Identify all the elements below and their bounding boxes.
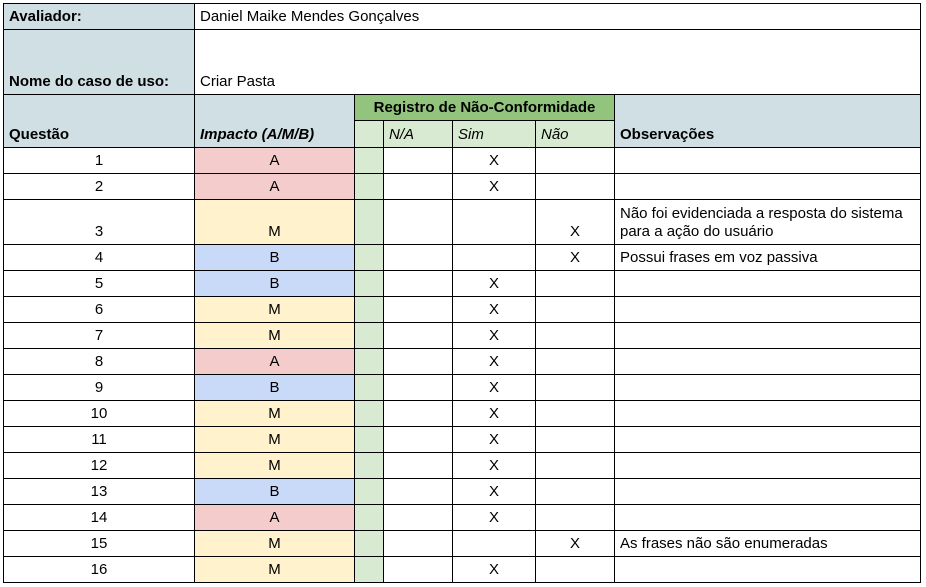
sim-cell[interactable]: X [453,375,536,401]
blank-cell[interactable] [355,557,384,583]
sim-cell[interactable]: X [453,148,536,174]
question-cell[interactable]: 7 [4,323,195,349]
na-cell[interactable] [384,148,453,174]
nao-cell[interactable] [536,174,615,200]
question-cell[interactable]: 12 [4,453,195,479]
sim-cell[interactable]: X [453,323,536,349]
impact-cell[interactable]: M [195,557,355,583]
header-row-1 [4,95,921,121]
table-row [4,245,921,271]
table-row [4,505,921,531]
table-row [4,200,921,245]
sim-cell[interactable]: X [453,557,536,583]
blank-header[interactable] [355,121,384,148]
nao-cell[interactable]: X [536,245,615,271]
na-cell[interactable] [384,531,453,557]
impact-cell[interactable]: A [195,505,355,531]
sim-cell[interactable] [453,245,536,271]
impact-cell[interactable]: A [195,174,355,200]
na-cell[interactable] [384,174,453,200]
question-cell[interactable]: 5 [4,271,195,297]
blank-cell[interactable] [355,505,384,531]
question-cell[interactable]: 8 [4,349,195,375]
question-header[interactable]: Questão [4,95,195,148]
impact-cell[interactable]: A [195,349,355,375]
impact-header[interactable]: Impacto (A/M/B) [195,95,355,148]
na-cell[interactable] [384,427,453,453]
nao-cell[interactable]: X [536,200,615,245]
blank-cell[interactable] [355,271,384,297]
table-row [4,323,921,349]
evaluator-value[interactable]: Daniel Maike Mendes Gonçalves [195,4,921,30]
nao-cell[interactable] [536,271,615,297]
na-cell[interactable] [384,271,453,297]
table-row [4,349,921,375]
question-cell[interactable]: 15 [4,531,195,557]
na-cell[interactable] [384,479,453,505]
table-row [4,557,921,583]
table-row [4,148,921,174]
na-cell[interactable] [384,375,453,401]
sim-cell[interactable]: X [453,297,536,323]
sim-cell[interactable] [453,531,536,557]
nao-cell[interactable] [536,297,615,323]
nao-cell[interactable]: X [536,531,615,557]
question-cell[interactable]: 10 [4,401,195,427]
question-cell[interactable]: 13 [4,479,195,505]
nao-cell[interactable] [536,349,615,375]
evaluator-row [4,4,921,30]
impact-cell[interactable]: B [195,375,355,401]
question-cell[interactable]: 6 [4,297,195,323]
table-row [4,427,921,453]
question-cell[interactable]: 14 [4,505,195,531]
impact-cell[interactable]: M [195,531,355,557]
blank-cell[interactable] [355,174,384,200]
impact-cell[interactable]: A [195,148,355,174]
blank-cell[interactable] [355,375,384,401]
impact-cell[interactable]: M [195,200,355,245]
blank-cell[interactable] [355,531,384,557]
sim-cell[interactable]: X [453,401,536,427]
observation-cell[interactable] [615,479,921,505]
observation-cell[interactable] [615,401,921,427]
use-case-value[interactable]: Criar Pasta [195,30,921,95]
observation-cell[interactable] [615,323,921,349]
nao-cell[interactable] [536,479,615,505]
observation-cell[interactable] [615,148,921,174]
blank-cell[interactable] [355,401,384,427]
blank-cell[interactable] [355,479,384,505]
nao-header[interactable]: Não [536,121,615,148]
na-cell[interactable] [384,200,453,245]
observation-cell[interactable]: As frases não são enumeradas [615,531,921,557]
na-cell[interactable] [384,557,453,583]
table-row [4,297,921,323]
nao-cell[interactable] [536,505,615,531]
sim-cell[interactable]: X [453,453,536,479]
impact-cell[interactable]: M [195,401,355,427]
sim-cell[interactable]: X [453,174,536,200]
sim-cell[interactable]: X [453,505,536,531]
registry-header[interactable]: Registro de Não-Conformidade [355,95,615,121]
table-row [4,271,921,297]
sim-cell[interactable]: X [453,427,536,453]
na-cell[interactable] [384,453,453,479]
na-cell[interactable] [384,349,453,375]
observation-cell[interactable] [615,557,921,583]
nao-cell[interactable] [536,148,615,174]
table-row [4,174,921,200]
observation-cell[interactable] [615,297,921,323]
impact-cell[interactable]: M [195,427,355,453]
table-row [4,401,921,427]
nao-cell[interactable] [536,375,615,401]
sim-header[interactable]: Sim [453,121,536,148]
evaluation-sheet [3,3,921,583]
observation-cell[interactable] [615,427,921,453]
sim-cell[interactable] [453,200,536,245]
impact-cell[interactable]: B [195,271,355,297]
na-cell[interactable] [384,505,453,531]
sim-cell[interactable]: X [453,479,536,505]
sim-cell[interactable]: X [453,349,536,375]
evaluator-label[interactable]: Avaliador: [4,4,195,30]
nao-cell[interactable] [536,401,615,427]
blank-cell[interactable] [355,453,384,479]
observations-header[interactable]: Observações [615,95,921,148]
question-cell[interactable]: 4 [4,245,195,271]
question-cell[interactable]: 1 [4,148,195,174]
question-cell[interactable]: 11 [4,427,195,453]
nao-cell[interactable] [536,453,615,479]
na-cell[interactable] [384,401,453,427]
observation-cell[interactable] [615,349,921,375]
na-cell[interactable] [384,323,453,349]
impact-cell[interactable]: M [195,453,355,479]
na-cell[interactable] [384,245,453,271]
blank-cell[interactable] [355,349,384,375]
question-cell[interactable]: 9 [4,375,195,401]
observation-cell[interactable] [615,453,921,479]
observation-cell[interactable]: Possui frases em voz passiva [615,245,921,271]
observation-cell[interactable] [615,271,921,297]
na-cell[interactable] [384,297,453,323]
na-header[interactable]: N/A [384,121,453,148]
nao-cell[interactable] [536,427,615,453]
blank-cell[interactable] [355,200,384,245]
blank-cell[interactable] [355,245,384,271]
table-row [4,375,921,401]
use-case-row [4,30,921,95]
table-row [4,531,921,557]
blank-cell[interactable] [355,297,384,323]
nao-cell[interactable] [536,323,615,349]
impact-cell[interactable]: M [195,297,355,323]
question-cell[interactable]: 16 [4,557,195,583]
impact-cell[interactable]: M [195,323,355,349]
observation-cell[interactable]: Não foi evidenciada a resposta do sistema para a ação do usuário [615,200,921,245]
question-cell[interactable]: 3 [4,200,195,245]
table-row [4,479,921,505]
impact-cell[interactable]: B [195,245,355,271]
use-case-label[interactable]: Nome do caso de uso: [4,30,195,95]
table-row [4,453,921,479]
blank-cell[interactable] [355,148,384,174]
observation-cell[interactable] [615,375,921,401]
nao-cell[interactable] [536,557,615,583]
observation-cell[interactable] [615,174,921,200]
impact-cell[interactable]: B [195,479,355,505]
blank-cell[interactable] [355,427,384,453]
question-cell[interactable]: 2 [4,174,195,200]
sim-cell[interactable]: X [453,271,536,297]
observation-cell[interactable] [615,505,921,531]
blank-cell[interactable] [355,323,384,349]
